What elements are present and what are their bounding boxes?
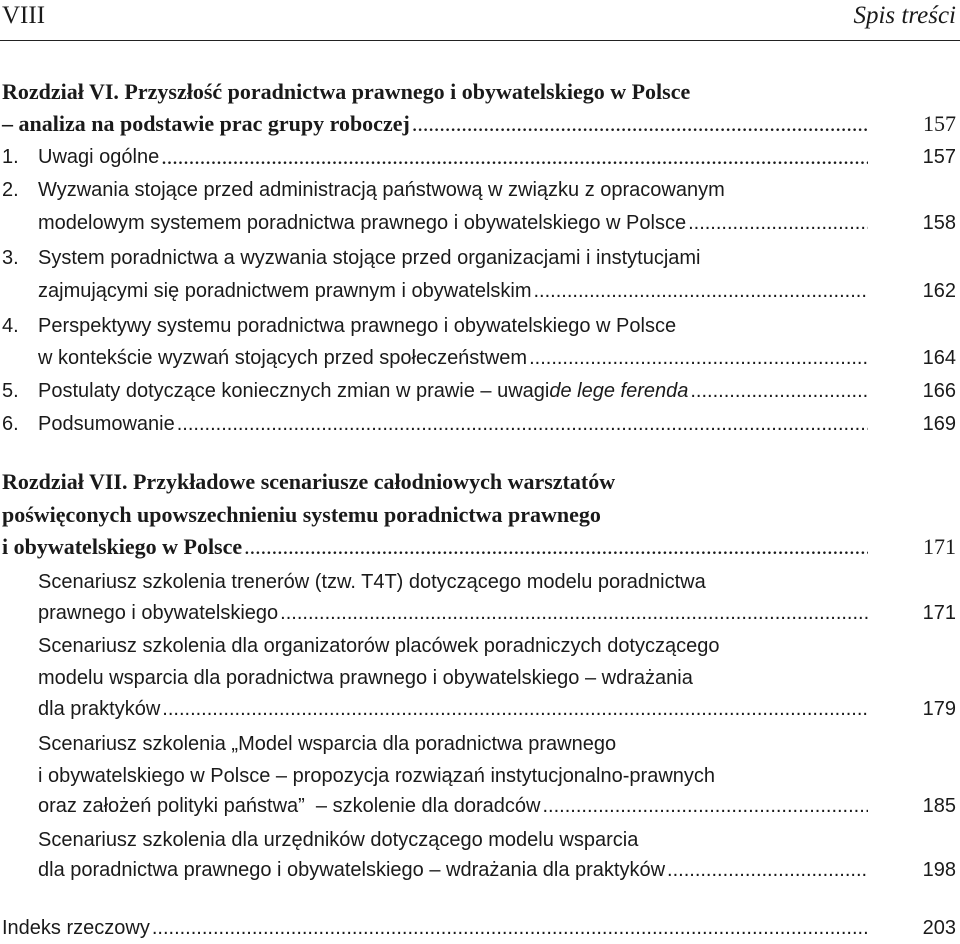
index-entry[interactable]: Indeks rzeczowy ..... [2,912,868,944]
scenario-2-page: 179 [922,698,956,720]
toc-item-6-4-line1: 4. Perspektywy systemu poradnictwa prawnego i obywatelskiego w Polsce [2,315,677,337]
scenario-4-line1: Scenariusz szkolenia dla urzędników dotyczącego modelu wsparcia [38,829,639,851]
toc-item-6-3-line1: 3. System poradnictwa a wyzwania stojące przed organizacjami i instytucjami [2,247,701,269]
toc-item-6-5[interactable]: 5. Postulaty dotyczące koniecznych zmian w prawie – uwagi de lege ferenda ..... [2,375,868,407]
scenario-3-line2: i obywatelskiego w Polsce – propozycja rozwiązań instytucjonalno-prawnych [38,765,716,787]
chapter7-title-line1: Rozdział VII. Przykładowe scenariusze całodniowych warsztatów [2,469,616,494]
chapter7-title-line2: poświęconych upowszechnieniu systemu poradnictwa prawnego [2,502,601,527]
toc-item-6-6-page: 169 [922,413,956,435]
toc-item-6-4-page: 164 [922,347,956,369]
scenario-3-line1: Scenariusz szkolenia „Model wsparcia dla poradnictwa prawnego [38,733,617,755]
scenario-1-page: 171 [922,602,956,624]
running-header [0,0,960,41]
scenario-2-line1: Scenariusz szkolenia dla organizatorów placówek poradniczych dotyczącego [38,635,720,657]
scenario-3[interactable]: oraz założeń polityki państwa” – szkolenie dla doradców ..... [38,790,868,822]
page-number-roman: VIII [2,2,46,29]
chapter6-title-line2[interactable]: – analiza na podstawie prac grupy roboczej ..... [2,108,868,140]
scenario-2-line2: modelu wsparcia dla poradnictwa prawnego i obywatelskiego – wdrażania [38,667,693,689]
toc-item-6-2-page: 158 [922,212,956,234]
chapter7-title-line3[interactable]: i obywatelskiego w Polsce ..... [2,531,868,563]
scenario-3-page: 185 [922,795,956,817]
scenario-1-line1: Scenariusz szkolenia trenerów (tzw. T4T) dotyczącego modelu poradnictwa [38,571,706,593]
toc-item-6-6[interactable]: 6. Podsumowanie ..... [2,408,868,440]
toc-item-6-3[interactable]: zajmującymi się poradnictwem prawnym i obywatelskim ..... [38,275,868,307]
scenario-2[interactable]: dla praktyków ..... [38,693,868,725]
toc-item-6-4[interactable]: w kontekście wyzwań stojących przed społeczeństwem ..... [38,342,868,374]
chapter6-title-line1: Rozdział VI. Przyszłość poradnictwa prawnego i obywatelskiego w Polsce [2,79,691,104]
toc-item-6-1-page: 157 [922,146,956,168]
chapter7-page: 171 [923,534,956,559]
scenario-4[interactable]: dla poradnictwa prawnego i obywatelskiego – wdrażania dla praktyków ..... [38,854,868,886]
index-page: 203 [922,917,956,939]
toc-item-6-5-page: 166 [922,380,956,402]
toc-item-6-1[interactable]: 1. Uwagi ogólne ..... [2,141,868,173]
toc-item-6-2-line1: 2. Wyzwania stojące przed administracją państwową w związku z opracowanym [2,179,725,201]
scenario-1[interactable]: prawnego i obywatelskiego ..... [38,597,868,629]
toc-item-6-3-page: 162 [922,280,956,302]
toc-item-6-2[interactable]: modelowym systemem poradnictwa prawnego i obywatelskiego w Polsce ..... [38,207,868,239]
running-title: Spis treści [853,2,956,29]
scenario-4-page: 198 [922,859,956,881]
chapter6-page: 157 [923,111,956,136]
